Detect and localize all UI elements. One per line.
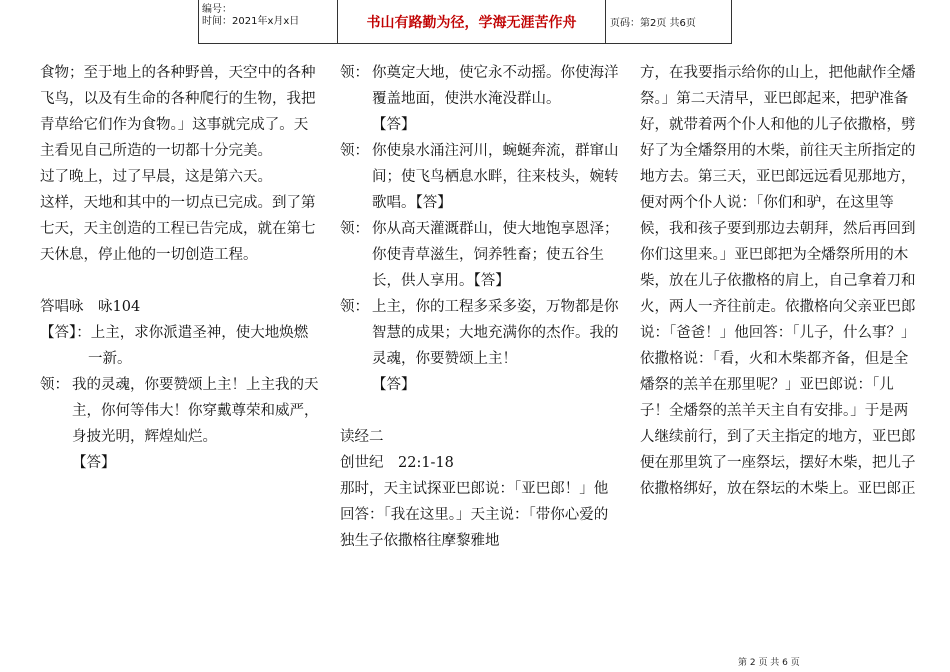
- header-number-label: 编号：: [202, 4, 232, 15]
- verse-paragraph: [340, 216, 622, 294]
- response-lead: 【答】：: [40, 325, 91, 341]
- header-time-label: 时间：2021年x月x日: [202, 16, 300, 27]
- paragraph: 食物；至于地上的各种野兽，天空中的各种飞鸟，以及有生命的各种爬行的生物，我把青草给它们作为食物。」这事就完成了。天主看见自己所造的一切都十分完美。: [40, 65, 316, 159]
- text-column-2: [340, 60, 622, 554]
- reading-text: 那时，天主试探亚巴郎说：「亚巴郎！」他回答：「我在这里。」天主说：「带你心爱的独生子依撒格往摩黎雅地: [340, 481, 609, 549]
- spacer: [340, 398, 622, 424]
- response-tag: 【答】: [372, 377, 416, 393]
- text-column-3: [640, 60, 922, 502]
- reading-text-continued: 方，在我要指示给你的山上，把他献作全燔祭。」第二天清早，亚巴郎起来，把驴准备好，就带着两个仆人和他的儿子依撒格，劈好了为全燔祭用的木柴，前往天主所指定的地方去。第三天，亚巴郎远远看见那地方，便对两个仆人说：「你们和驴，在这里等候，我和孩子要到那边去朝拜，然后再回到你们这里来。」亚巴郎把为全燔祭所用的木柴，放在儿子依撒格的肩上，自己拿着刀和火，两人一齐往前走。依撒格向父亲亚巴郎说：「爸爸！」他回答：「儿子，什么事？」依撒格说：「看，火和木柴都齐备，但是全燔祭的羔羊在那里呢？」亚巴郎说：「儿子！全燔祭的羔羊天主自有安排。」于是两人继续前行，到了天主指定的地方，亚巴郎便在那里筑了一座祭坛，摆好木柴，把儿子依撒格绑好，放在祭坛的木柴上。亚巴郎正: [640, 65, 916, 497]
- reading-title: 读经二: [340, 429, 384, 445]
- text-column-1: [40, 60, 320, 476]
- response-tag: 【答】: [72, 455, 116, 471]
- verse-text: 上主，你的工程多采多姿，万物都是你智慧的成果；大地充满你的杰作。我的灵魂，你要赞颂上主！: [372, 299, 619, 367]
- verse-text: 你奠定大地，使它永不动摇。你使海洋覆盖地面，使洪水淹没群山。: [372, 65, 619, 107]
- verse-text: 你从高天灌溉群山，使大地饱享恩泽；你使青草滋生，饲养牲畜；使五谷生长，供人享用。【答】: [372, 221, 619, 289]
- spacer: [40, 268, 320, 294]
- verse-paragraph: [340, 60, 622, 112]
- response-tag: 【答】: [372, 117, 416, 133]
- verse-paragraph: [40, 372, 320, 450]
- page-footer: 第 2 页 共 6 页: [738, 658, 800, 668]
- verse-lead: 领：: [340, 221, 369, 237]
- verse-lead: 领：: [340, 143, 369, 159]
- header-page-label: 页码：第2页 共6页: [606, 0, 732, 44]
- verse-lead: 领：: [340, 299, 369, 315]
- psalm-title: 答唱咏 咏104: [40, 299, 141, 315]
- verse-text: 我的灵魂，你要赞颂上主！上主我的天主，你何等伟大！你穿戴尊荣和威严，身披光明，辉煌灿烂。: [72, 377, 319, 445]
- verse-text: 你使泉水涌注河川，蜿蜒奔流，群窜山间；使飞鸟栖息水畔，往来枝头，婉转歌唱。【答】: [372, 143, 619, 211]
- paragraph: 过了晚上，过了早晨，这是第六天。: [40, 169, 272, 185]
- response-paragraph: [40, 320, 320, 372]
- header-info-box: [198, 0, 338, 44]
- header-motto: 书山有路勤为径，学海无涯苦作舟: [338, 0, 606, 44]
- reading-reference: 创世纪 22:1-18: [340, 455, 454, 471]
- verse-paragraph: [340, 294, 622, 372]
- paragraph: 这样，天地和其中的一切点已完成。到了第七天，天主创造的工程已告完成，就在第七天休息，停止他的一切创造工程。: [40, 195, 316, 263]
- verse-paragraph: [340, 138, 622, 216]
- verse-lead: 领：: [340, 65, 369, 81]
- response-text: 上主，求你派遣圣神，使大地焕燃一新。: [88, 325, 309, 367]
- verse-lead: 领：: [40, 377, 69, 393]
